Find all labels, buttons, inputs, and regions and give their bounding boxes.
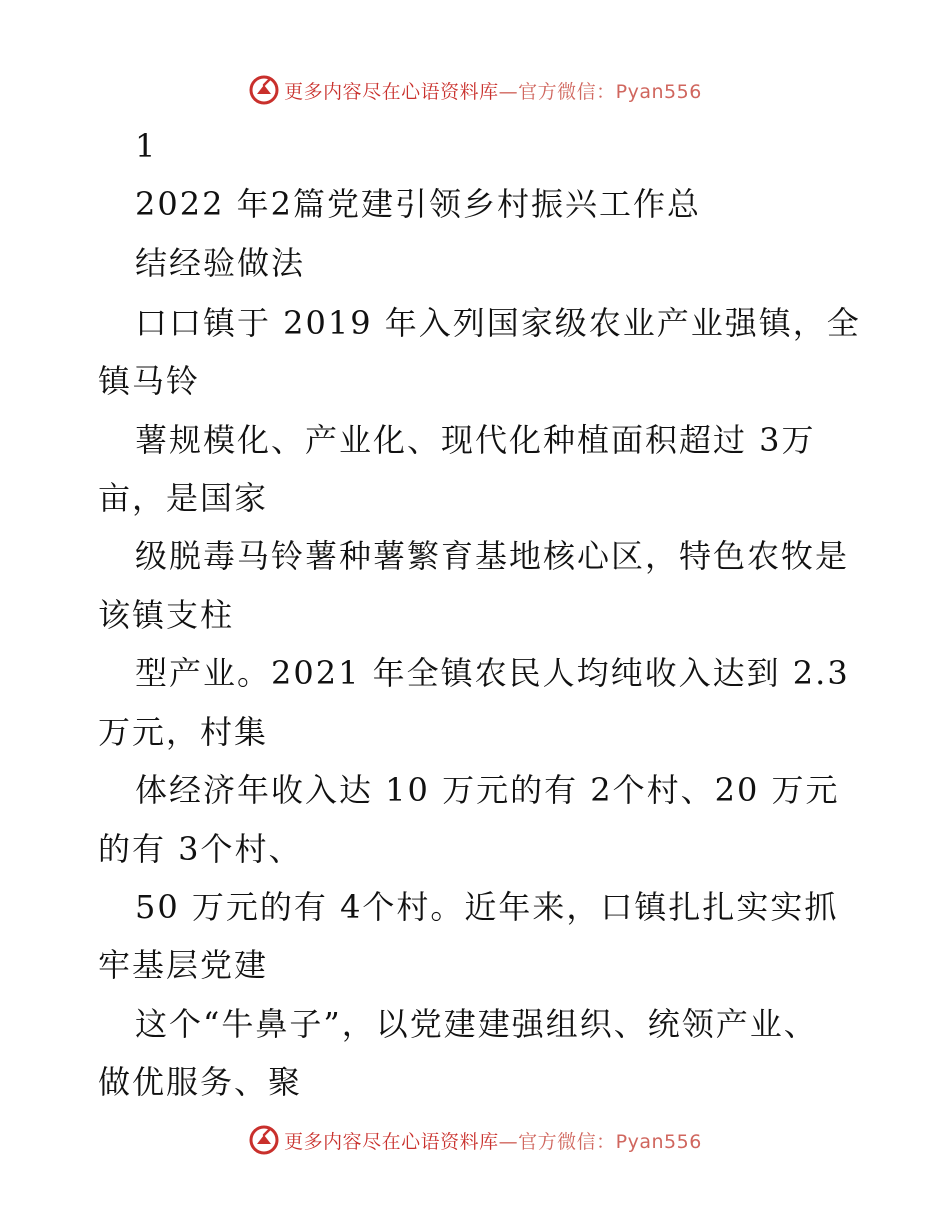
banner-slogan: 更多内容尽在心语资料库 <box>284 80 499 103</box>
banner-contact: —官方微信：Pyan556 <box>498 80 702 103</box>
header-banner <box>0 70 950 110</box>
body-line: 体经济年收入达 10 万元的有 2个村、20 万元 <box>135 771 840 809</box>
body-line: 万元，村集 <box>98 713 269 751</box>
body-line: 50 万元的有 4个村。近年来，口镇扎扎实实抓 <box>135 888 839 926</box>
book-quill-logo-icon <box>248 1124 280 1156</box>
page-number: 1 <box>135 127 158 165</box>
footer-banner <box>0 1120 950 1160</box>
body-line: 镇马铃 <box>98 362 201 400</box>
body-line: 型产业。2021 年全镇农民人均纯收入达到 2.3 <box>135 654 850 692</box>
body-line: 这个“牛鼻子”，以党建建强组织、统领产业、 <box>135 1005 818 1043</box>
body-line: 做优服务、聚 <box>98 1063 303 1101</box>
title-line-1: 2022 年2篇党建引领乡村振兴工作总 <box>135 185 701 223</box>
body-line: 口口镇于 2019 年入列国家级农业产业强镇，全 <box>135 304 861 342</box>
body-line: 的有 3个村、 <box>98 830 303 868</box>
body-line: 牢基层党建 <box>98 946 269 984</box>
banner-slogan: 更多内容尽在心语资料库 <box>284 1130 499 1153</box>
body-line: 薯规模化、产业化、现代化种植面积超过 3万 <box>135 421 816 459</box>
book-quill-logo-icon <box>248 74 280 106</box>
body-line: 级脱毒马铃薯种薯繁育基地核心区，特色农牧是 <box>135 537 850 575</box>
body-line: 该镇支柱 <box>98 596 235 634</box>
banner-contact: —官方微信：Pyan556 <box>498 1130 702 1153</box>
title-line-2: 结经验做法 <box>135 244 306 282</box>
body-line: 亩，是国家 <box>98 479 269 517</box>
